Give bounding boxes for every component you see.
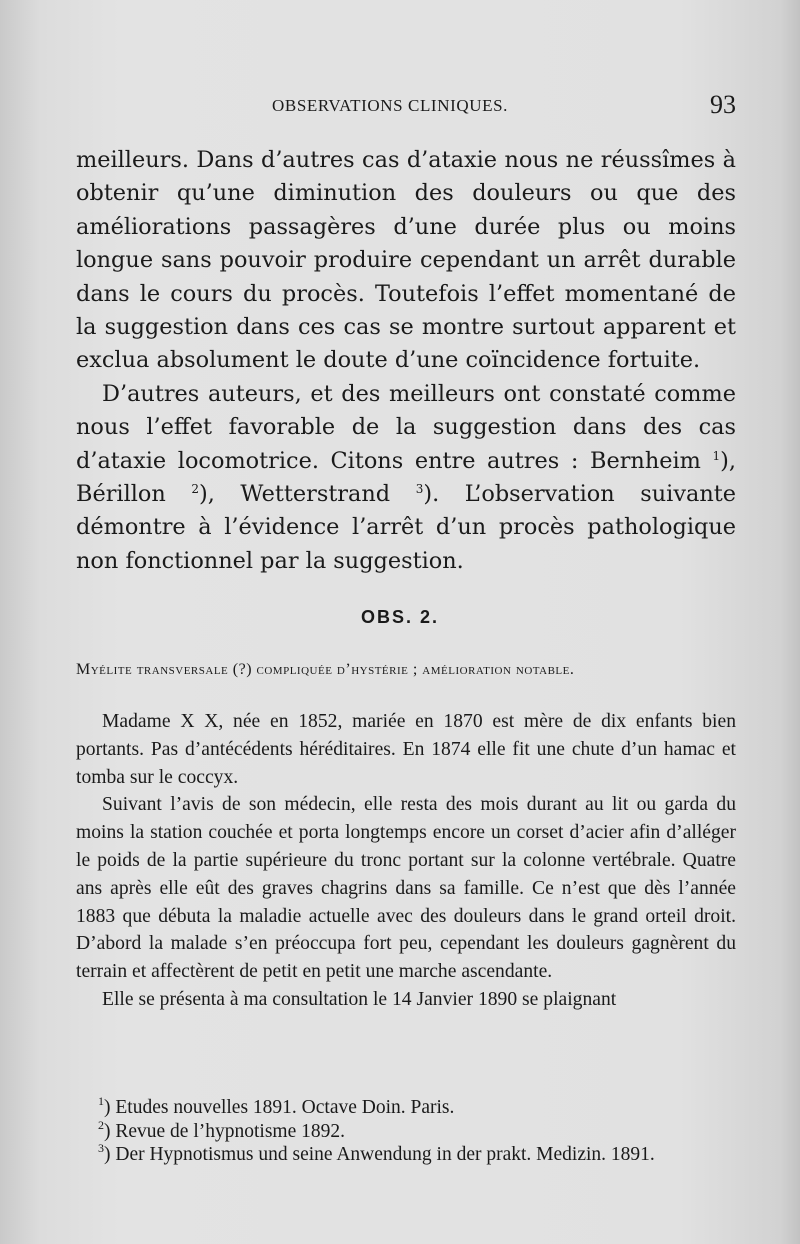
footnote-mark-3: 3 bbox=[98, 1141, 104, 1156]
page-number: 93 bbox=[710, 90, 736, 119]
footnote-text-3: ) Der Hypnotismus und seine Anwendung in der prakt. Medizin. 1891. bbox=[104, 1144, 655, 1166]
paragraph-authors bbox=[76, 378, 736, 578]
footnote-2 bbox=[76, 1117, 736, 1144]
observation-heading: OBS. 2. bbox=[360, 607, 440, 627]
case-paragraph: Elle se présenta à ma consultation le 14 Janvier 1890 se plaignant bbox=[102, 988, 617, 1010]
footnote-3 bbox=[76, 1143, 736, 1167]
observation-subtitle: Myélite transversale (?) compliquée d’hystérie ; amélioration notable. bbox=[76, 661, 575, 678]
footnote-ref-2: 2 bbox=[191, 482, 200, 497]
case-paragraph: Suivant l’avis de son médecin, elle resta des mois durant au lit ou garda du moins la station couchée et porta longtemps encore un corset d’acier afin d’alléger le poids de la partie supérieure du tronc portant sur la colonne vertébrale. Quatre ans après elle eût des graves chagrins dans sa famille. Ce n’est que dès l’année 1883 que débuta la maladie actuelle avec des douleurs dans le grand orteil droit. D’abord la malade s’en préoccupa fort peu, cependant les douleurs gagnèrent du terrain et affectèrent de petit en petit une marche ascendante. bbox=[76, 794, 736, 983]
paragraph-authors-part1: D’autres auteurs, et des meilleurs ont constaté comme nous l’effet favorable de la suggestion dans des cas d’ataxie locomotrice. Citons entre autres : Bernheim bbox=[76, 380, 736, 474]
footnote-mark-1: 1 bbox=[98, 1094, 104, 1108]
footnotes bbox=[76, 1096, 736, 1167]
paragraph-authors-part4: ). L’observation suivante démontre à l’évidence l’arrêt d’un procès pathologique non fonctionnel par la suggestion. bbox=[76, 481, 736, 574]
paragraph-continued: meilleurs. Dans d’autres cas d’ataxie nous ne réussîmes à obtenir qu’une diminution des douleurs ou que des améliorations passagères d’une durée plus ou moins longue sans pouvoir produire cependant un arrêt durable dans le cours du procès. Toutefois l’effet momentané de la suggestion dans ces cas se montre surtout apparent et exclua absolument le doute d’une coïncidence fortuite. bbox=[76, 147, 736, 374]
case-paragraph: Madame X X, née en 1852, mariée en 1870 est mère de dix enfants bien portants. Pas d’antécédents héréditaires. En 1874 elle fit une chute d’un hamac et tomba sur le coccyx. bbox=[76, 711, 736, 788]
footnote-1 bbox=[76, 1096, 736, 1120]
case-text bbox=[76, 708, 736, 1014]
running-title: OBSERVATIONS CLINIQUES. bbox=[272, 96, 508, 115]
paragraph-authors-part3: ), Wetterstrand bbox=[199, 481, 416, 508]
main-text bbox=[76, 144, 736, 578]
footnote-text-2: ) Revue de l’hypnotisme 1892. bbox=[104, 1120, 345, 1142]
paragraph-authors-part2: ), Bérillon bbox=[76, 447, 736, 508]
footnote-text-1: ) Etudes nouvelles 1891. Octave Doin. Paris. bbox=[104, 1097, 455, 1118]
running-header bbox=[76, 92, 736, 122]
footnote-mark-2: 2 bbox=[98, 1117, 104, 1132]
footnote-ref-3: 3 bbox=[415, 482, 424, 497]
footnote-ref-1: 1 bbox=[712, 448, 721, 463]
